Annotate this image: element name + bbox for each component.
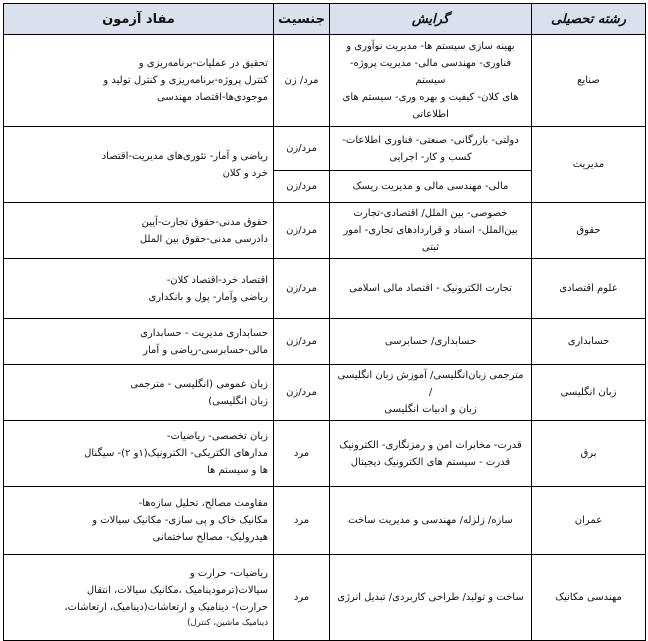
gender-cell: مرد/زن <box>274 365 330 421</box>
gender-cell: مرد/زن <box>274 171 330 203</box>
subjects-line: ریاضیات- حرارت و <box>189 568 268 579</box>
orientation-line: اطلاعاتی <box>412 109 449 120</box>
subjects-line: زبان عمومی (انگلیسی - مترجمی <box>130 378 268 390</box>
gender-cell: مرد <box>274 555 330 641</box>
subjects-cell <box>4 365 274 421</box>
orientation-line: تجارت الکترونیک - اقتصاد مالی اسلامی <box>349 283 512 294</box>
orientation-line: کسب و کار- اجرایی <box>389 151 472 163</box>
subjects-cell <box>4 487 274 555</box>
orientation-cell <box>330 127 532 171</box>
table-row <box>4 555 646 641</box>
table-row <box>4 259 646 319</box>
subjects-cell <box>4 259 274 319</box>
subjects-line: حقوق مدنی-حقوق تجارت-آیین <box>141 216 268 228</box>
major-cell: علوم اقتصادی <box>532 259 646 319</box>
gender-cell: مرد/زن <box>274 319 330 365</box>
subjects-line: ریاضی وآمار- پول و بانکداری <box>148 291 268 303</box>
orientation-line: خصوصی- بین الملل/ اقتصادی-تجارت <box>353 208 508 219</box>
orientation-line: فناوری- مهندسی مالی- مدیریت پروژه- سیستم <box>349 58 512 86</box>
subjects-header: مفاد آزمون <box>4 4 274 35</box>
table-row <box>4 203 646 259</box>
subjects-cell <box>4 421 274 487</box>
subjects-line: ها و سیستم ها <box>207 465 268 476</box>
orientation-line: مترجمی زبان‌انگلیسی/ آموزش زبان انگلیسی / <box>337 370 524 398</box>
subjects-line: دادرسی مدنی-حقوق بین الملل <box>139 233 268 245</box>
orientation-line: قدرت- مخابرات امن و رمزنگاری- الکترونیک <box>339 439 522 451</box>
subjects-line: مکانیک خاک و پی سازی- مکانیک سیالات و <box>92 515 268 526</box>
major-cell: حسابداری <box>532 319 646 365</box>
major-cell: زبان انگلیسی <box>532 365 646 421</box>
subjects-line: خرد و کلان <box>222 167 268 179</box>
subjects-line: مالی-حسابرسی-ریاضی و آمار <box>143 344 268 356</box>
table-row <box>4 421 646 487</box>
gender-cell: مرد <box>274 487 330 555</box>
exam-subjects-table <box>3 3 646 641</box>
orientation-line: مالی- مهندسی مالی و مدیریت ریسک <box>352 181 509 192</box>
subjects-cell <box>4 127 274 203</box>
orientation-cell <box>330 487 532 555</box>
gender-cell: مرد/ زن <box>274 35 330 127</box>
gender-cell: مرد/زن <box>274 127 330 171</box>
major-cell: عمران <box>532 487 646 555</box>
subjects-line: زبان تخصصی- ریاضیات- <box>166 431 268 442</box>
subjects-line: موجودی‌ها-اقتصاد مهندسی <box>157 92 268 103</box>
subjects-line: تحقیق در عملیات-برنامه‌ریزی و <box>138 58 268 69</box>
subjects-cell <box>4 555 274 641</box>
subjects-line: زبان انگلیسی) <box>208 395 268 407</box>
orientation-cell <box>330 35 532 127</box>
major-cell: برق <box>532 421 646 487</box>
subjects-line: هیدرولیک- مصالح ساختمانی <box>152 532 268 543</box>
orientation-line: سازه/ زلزله/ مهندسی و مدیریت ساخت <box>348 515 513 526</box>
orientation-line: بین‌الملل- اسناد و قراردادهای تجاری- امور ثبتی <box>343 225 518 253</box>
major-cell: حقوق <box>532 203 646 259</box>
orientation-cell <box>330 365 532 421</box>
subjects-line: دینامیک ماشین، کنترل) <box>187 618 268 628</box>
orientation-line: دولتی- بازرگانی- صنعتی- فناوری اطلاعات- <box>342 134 519 146</box>
subjects-line: حسابداری مدیریت - حسابداری <box>140 327 268 339</box>
gender-cell: مرد/زن <box>274 259 330 319</box>
gender-cell: مرد/زن <box>274 203 330 259</box>
major-cell: مدیریت <box>532 127 646 203</box>
subjects-line: سیالات(ترمودینامیک ،مکانیک سیالات، انتقال <box>86 585 268 596</box>
orientation-cell <box>330 259 532 319</box>
subjects-line: حرارت)- دینامیک و ارتعاشات(دینامیک، ارتعاشات، <box>64 602 268 613</box>
major-cell: مهندسی مکانیک <box>532 555 646 641</box>
subjects-line: مدارهای الکتریکی- الکترونیک(۱و ۲)- سیگنال <box>84 448 268 459</box>
table-row <box>4 487 646 555</box>
gender-cell: مرد <box>274 421 330 487</box>
table-row <box>4 319 646 365</box>
major-header: رشته تحصیلی <box>532 4 646 35</box>
subjects-line: ریاضی و آمار- تئوری‌های مدیریت-اقتصاد <box>101 150 268 162</box>
subjects-line: کنترل پروژه-برنامه‌ریزی و کنترل تولید و <box>103 75 268 86</box>
orientation-line: حسابداری/ حسابرسی <box>384 336 477 347</box>
major-cell: صنایع <box>532 35 646 127</box>
subjects-cell <box>4 35 274 127</box>
orientation-line: زبان و ادبیات انگلیسی <box>384 404 477 415</box>
subjects-cell <box>4 203 274 259</box>
orientation-cell <box>330 171 532 203</box>
table-row <box>4 365 646 421</box>
orientation-line: ساخت و تولید/ طراحی کاربردی/ تبدیل انرژی <box>337 592 524 603</box>
subjects-line: اقتصاد خرد-اقتصاد کلان- <box>166 274 268 286</box>
orientation-line: های کلان- کیفیت و بهره وری- سیستم های <box>342 92 519 103</box>
subjects-cell <box>4 319 274 365</box>
orientation-line: قدرت - سیستم های الکترونیک دیجیتال <box>350 456 511 468</box>
orientation-cell <box>330 421 532 487</box>
table-row <box>4 127 646 171</box>
orientation-header: گرایش <box>330 4 532 35</box>
gender-header: جنسیت <box>274 4 330 35</box>
orientation-cell <box>330 555 532 641</box>
table-row <box>4 35 646 127</box>
orientation-cell <box>330 319 532 365</box>
orientation-cell <box>330 203 532 259</box>
subjects-line: مقاومت مصالح، تحلیل سازه‌ها- <box>138 498 268 509</box>
header-row <box>4 4 646 35</box>
orientation-line: بهینه سازی سیستم ها- مدیریت نوآوری و <box>346 41 515 52</box>
